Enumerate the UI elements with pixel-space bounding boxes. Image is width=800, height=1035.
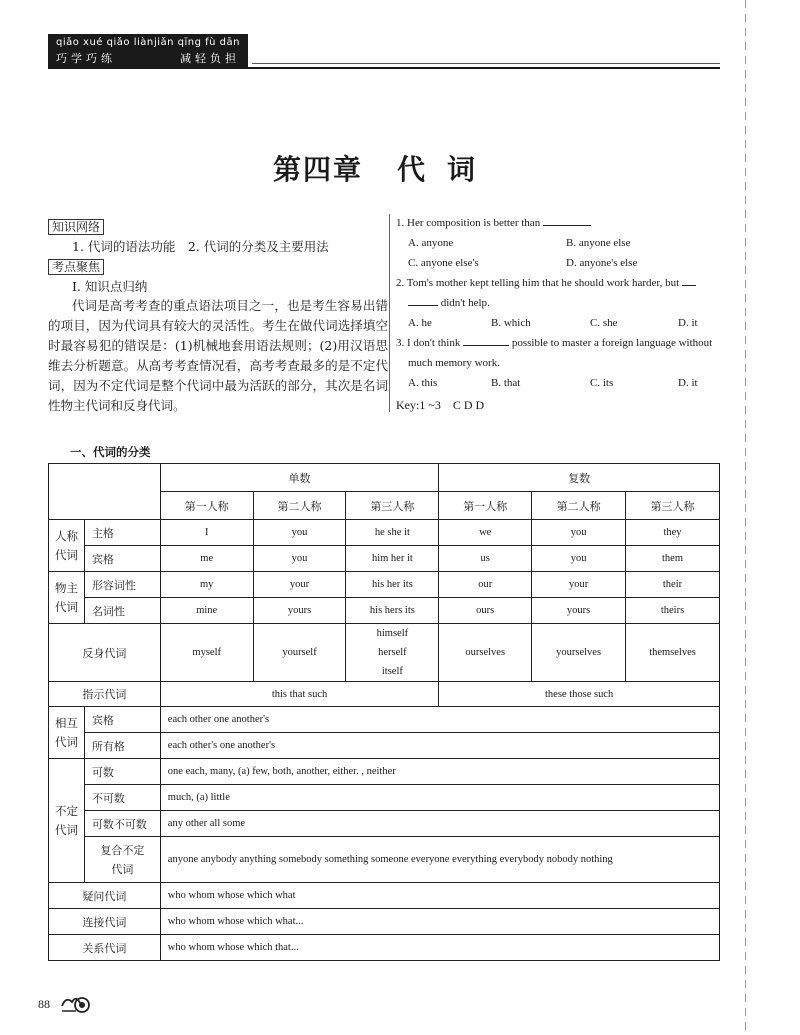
binding-edge	[745, 0, 746, 1035]
table-row	[49, 811, 720, 837]
header-pinyin-left: qiǎo xué qiǎo liàn	[56, 37, 154, 48]
row-label: 不可数	[84, 785, 160, 811]
row-label: 可数不可数	[84, 811, 160, 837]
person-header: 第三人称	[346, 492, 439, 520]
question-stem-cont: possible to master a foreign language without much memory work.	[408, 337, 713, 369]
table-cell: his her its	[346, 572, 439, 598]
table-cell: their	[626, 572, 720, 598]
person-header: 第一人称	[160, 492, 253, 520]
table-cell: who whom whose which what	[160, 883, 719, 909]
table-row	[49, 759, 720, 785]
table-cell: yours	[532, 598, 626, 624]
table-row	[49, 572, 720, 598]
personal-pronoun-label: 人称 代词	[49, 520, 85, 572]
row-label: 主格	[84, 520, 160, 546]
conjunctive-pronoun-label: 连接代词	[49, 909, 161, 935]
table-corner	[49, 464, 161, 520]
table-cell: we	[439, 520, 532, 546]
table-header-row	[49, 464, 720, 492]
option-d: D. anyone's else	[566, 257, 638, 269]
table-cell: who whom whose which what...	[160, 909, 719, 935]
table-heading: 一、代词的分类	[70, 445, 151, 459]
answer-blank	[463, 335, 509, 346]
table-cell: his hers its	[346, 598, 439, 624]
indefinite-pronoun-label: 不定 代词	[49, 759, 85, 883]
table-cell: us	[439, 546, 532, 572]
table-cell: themselves	[626, 624, 720, 682]
table-cell: who whom whose which that...	[160, 935, 719, 961]
chapter-name: 代词	[397, 153, 498, 186]
demonstrative-pronoun-label: 指示代词	[49, 682, 161, 707]
table-cell: myself	[160, 624, 253, 682]
option-row	[396, 233, 724, 253]
header-slogan-left: 巧学巧练	[56, 52, 116, 65]
table-row	[49, 935, 720, 961]
header-rule-thin	[252, 63, 720, 64]
table-cell: theirs	[626, 598, 720, 624]
column-separator	[389, 214, 390, 412]
interrogative-pronoun-label: 疑问代词	[49, 883, 161, 909]
table-cell: he she it	[346, 520, 439, 546]
option-a: A. he	[408, 317, 432, 329]
table-cell: yourselves	[532, 624, 626, 682]
table-cell: ourselves	[439, 624, 532, 682]
option-c: C. she	[590, 317, 618, 329]
table-cell: each other one another's	[160, 707, 719, 733]
question-stem: 1. Her composition is better than	[396, 217, 541, 229]
row-label: 复合不定 代词	[84, 837, 160, 883]
option-a: A. anyone	[408, 237, 454, 249]
option-b: B. which	[491, 317, 531, 329]
answer-blank	[408, 295, 438, 306]
table-cell: them	[626, 546, 720, 572]
table-cell: each other's one another's	[160, 733, 719, 759]
table-row	[49, 624, 720, 682]
table-row	[49, 598, 720, 624]
question-stem: 2. Tom's mother kept telling him that he should work harder, but	[396, 277, 680, 289]
answer-key: Key:1 ~3 C D D	[396, 398, 485, 412]
table-cell: any other all some	[160, 811, 719, 837]
table-row	[49, 520, 720, 546]
question-stem: 3. I don't think	[396, 337, 461, 349]
plural-header: 复数	[439, 464, 720, 492]
table-row	[49, 909, 720, 935]
table-cell: you	[532, 546, 626, 572]
table-cell: yours	[253, 598, 346, 624]
table-cell: your	[532, 572, 626, 598]
person-header: 第二人称	[253, 492, 346, 520]
option-row	[396, 373, 724, 393]
option-b: B. anyone else	[566, 237, 631, 249]
table-cell: my	[160, 572, 253, 598]
table-cell: you	[253, 520, 346, 546]
left-column	[48, 217, 388, 416]
table-cell: yourself	[253, 624, 346, 682]
header-tab	[48, 34, 248, 68]
row-label: 宾格	[84, 546, 160, 572]
chapter-number: 第四章	[272, 153, 363, 186]
exam-focus-tag: 考点聚焦	[48, 259, 104, 275]
option-row	[396, 253, 724, 273]
option-a: A. this	[408, 377, 438, 389]
table-cell: me	[160, 546, 253, 572]
table-cell: mine	[160, 598, 253, 624]
answer-blank	[682, 275, 696, 286]
table-row	[49, 785, 720, 811]
table-cell: our	[439, 572, 532, 598]
option-row	[396, 313, 724, 333]
table-cell: they	[626, 520, 720, 546]
option-d: D. it	[678, 377, 698, 389]
option-b: B. that	[491, 377, 521, 389]
table-cell: this that such	[160, 682, 439, 707]
row-label: 宾格	[84, 707, 160, 733]
table-cell: I	[160, 520, 253, 546]
table-cell: one each, many, (a) few, both, another, either. , neither	[160, 759, 719, 785]
option-d: D. it	[678, 317, 698, 329]
table-cell: your	[253, 572, 346, 598]
header-rule	[48, 67, 720, 69]
table-cell: him her it	[346, 546, 439, 572]
page-number: 88	[38, 997, 50, 1011]
table-cell: much, (a) little	[160, 785, 719, 811]
header-pinyin	[56, 37, 240, 48]
table-cell: anyone anybody anything somebody something someone everyone everything everybody nobody nothing	[160, 837, 719, 883]
person-header: 第二人称	[532, 492, 626, 520]
header-slogan-right: 减轻负担	[180, 52, 240, 65]
reflexive-pronoun-label: 反身代词	[49, 624, 161, 682]
intro-paragraph: 代词是高考考查的重点语法项目之一，也是考生容易出错的项目，因为代词具有较大的灵活性。考生在做代词选择填空时最容易犯的错误是：(1)机械地套用语法规则；(2)用汉语思维去分析题意。从高考考查情况看，高考考查最多的是不定代词，因为不定代词是整个代词中最为活跃的部分，其次是名词性物主代词和反身代词。	[48, 298, 388, 413]
table-cell: ours	[439, 598, 532, 624]
question-3	[396, 333, 724, 393]
table-row	[49, 883, 720, 909]
header-pinyin-right: jiǎn qīng fù dān	[153, 37, 240, 48]
question-2	[396, 273, 724, 333]
row-label: 所有格	[84, 733, 160, 759]
book-logo-icon	[60, 992, 90, 1014]
table-row	[49, 837, 720, 883]
exercise-column	[396, 213, 724, 415]
knowledge-network-tag: 知识网络	[48, 219, 104, 235]
singular-header: 单数	[160, 464, 439, 492]
table-row	[49, 546, 720, 572]
person-header: 第一人称	[439, 492, 532, 520]
answer-blank	[543, 215, 591, 226]
pronoun-table	[48, 463, 720, 961]
chapter-title	[0, 148, 770, 188]
question-stem-cont: didn't help.	[440, 297, 490, 309]
table-row	[49, 682, 720, 707]
section-heading: Ⅰ. 知识点归纳	[72, 278, 148, 294]
table-row	[49, 707, 720, 733]
table-row	[49, 733, 720, 759]
row-label: 名词性	[84, 598, 160, 624]
table-cell: himself herself itself	[346, 624, 439, 682]
table-cell: these those such	[439, 682, 720, 707]
header-slogan	[56, 50, 240, 66]
row-label: 可数	[84, 759, 160, 785]
relative-pronoun-label: 关系代词	[49, 935, 161, 961]
option-c: C. anyone else's	[408, 257, 479, 269]
question-1	[396, 213, 724, 273]
table-cell: you	[253, 546, 346, 572]
knowledge-network-text: 1. 代词的语法功能 2. 代词的分类及主要用法	[72, 239, 329, 254]
possessive-pronoun-label: 物主 代词	[49, 572, 85, 624]
option-c: C. its	[590, 377, 614, 389]
row-label: 形容词性	[84, 572, 160, 598]
table-cell: you	[532, 520, 626, 546]
reciprocal-pronoun-label: 相互 代词	[49, 707, 85, 759]
person-header: 第三人称	[626, 492, 720, 520]
